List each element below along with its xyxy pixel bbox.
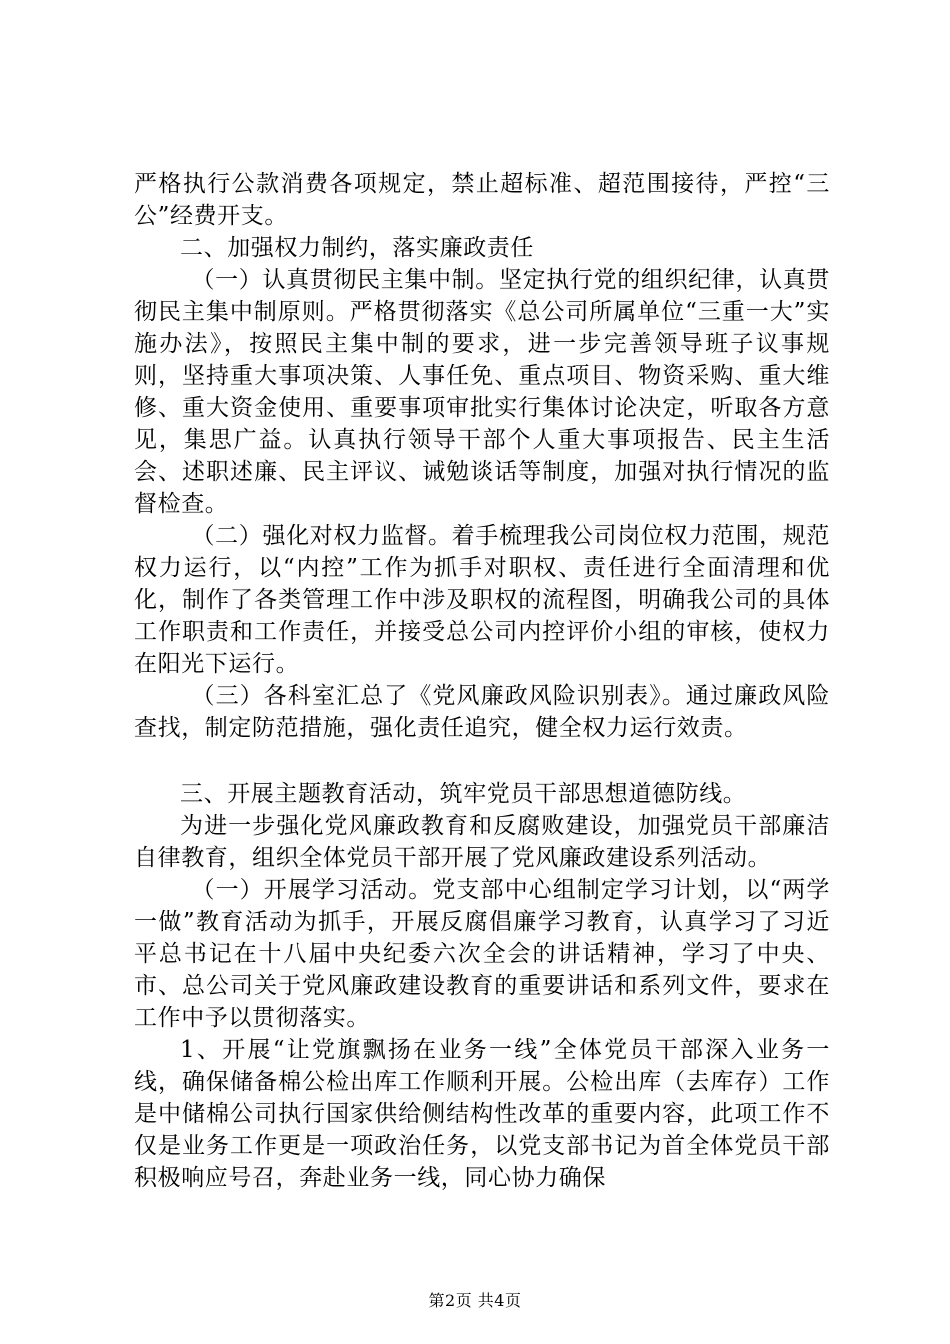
paragraph-2-3: （三）各科室汇总了《党风廉政风险识别表》。通过廉政风险查找，制定防范措施，强化责任追究，健全权力运行效责。 [134,683,830,741]
document-body [134,168,830,1194]
paragraph-continuation: 严格执行公款消费各项规定，禁止超标准、超范围接待，严控“三公”经费开支。 [134,171,830,229]
paragraph-3-intro: 为进一步强化党风廉政教育和反腐败建设，加强党员干部廉洁自律教育，组织全体党员干部开展了党风廉政建设系列活动。 [134,813,830,871]
paragraph-2-1: （一）认真贯彻民主集中制。坚定执行党的组织纪律，认真贯彻民主集中制原则。严格贯彻落实《总公司所属单位“三重一大”实施办法》，按照民主集中制的要求，进一步完善领导班子议事规则，坚持重大事项决策、人事任免、重点项目、物资采购、重大维修、重大资金使用、重要事项审批实行集体讨论决定，听取各方意见，集思广益。认真执行领导干部个人重大事项报告、民主生活会、述职述廉、民主评议、诫勉谈话等制度，加强对执行情况的监督检查。 [134,267,830,517]
paragraph-2-2: （二）强化对权力监督。着手梳理我公司岗位权力范围，规范权力运行，以“内控”工作为抓手对职权、责任进行全面清理和优化，制作了各类管理工作中涉及职权的流程图，明确我公司的具体工作职责和工作责任，并接受总公司内控评价小组的审核，使权力在阳光下运行。 [134,523,830,677]
page-number-footer: 第2页 共4页 [428,1291,522,1310]
section-heading-3: 三、开展主题教育活动，筑牢党员干部思想道德防线。 [180,781,747,807]
paragraph-3-1-item-1: 1、开展“让党旗飘扬在业务一线”全体党员干部深入业务一线，确保储备棉公检出库工作顺利开展。公检出库（去库存）工作是中储棉公司执行国家供给侧结构性改革的重要内容，此项工作不仅是业务工作更是一项政治任务，以党支部书记为首全体党员干部积极响应号召，奔赴业务一线，同心协力确保 [134,1037,830,1191]
paragraph-3-1: （一）开展学习活动。党支部中心组制定学习计划，以“两学一做”教育活动为抓手，开展反腐倡廉学习教育，认真学习了习近平总书记在十八届中央纪委六次全会的讲话精神，学习了中央、市、总公司关于党风廉政建设教育的重要讲话和系列文件，要求在工作中予以贯彻落实。 [134,877,830,1031]
section-heading-2: 二、加强权力制约，落实廉政责任 [180,235,534,261]
